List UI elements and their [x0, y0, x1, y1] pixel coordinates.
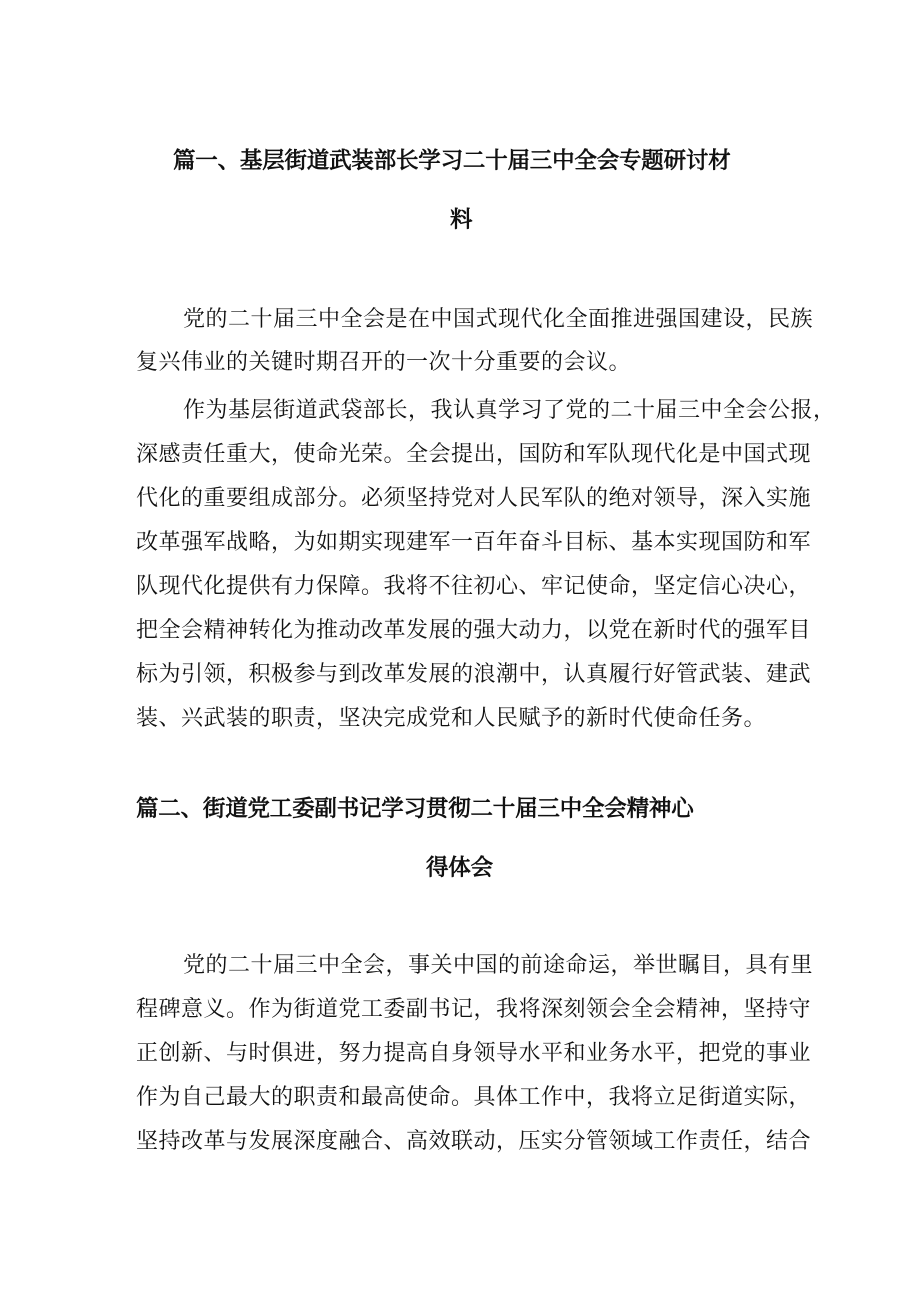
section1-paragraph2-line-5: 队现代化提供有力保障。我将不往初心、牢记使命，坚定信心决心， [136, 574, 812, 599]
section1-title-line-1: 篇一、基层街道武装部长学习二十届三中全会专题研讨材 [173, 148, 731, 174]
section1-paragraph2-line-4: 改革强军战略，为如期实现建军一百年奋斗目标、基本实现国防和军 [136, 530, 812, 555]
section2-paragraph1-line-5: 坚持改革与发展深度融合、高效联动，压实分管领域工作责任，结合 [136, 1129, 812, 1154]
section1-paragraph2-line-6: 把全会精神转化为推动改革发展的强大动力，以党在新时代的强军目 [136, 618, 812, 643]
section1-paragraph2-line-7: 标为引领，积极参与到改革发展的浪潮中，认真履行好管武装、建武 [136, 662, 812, 687]
section2-paragraph1-line-1: 党的二十届三中全会，事关中国的前途命运，举世瞩目，具有里 [183, 953, 814, 978]
section2-paragraph1-line-2: 程碑意义。作为街道党工委副书记，我将深刻领会全会精神，坚持守 [136, 997, 812, 1022]
section1-paragraph2-line-3: 代化的重要组成部分。必须坚持党对人民军队的绝对领导，深入实施 [136, 486, 812, 511]
section1-paragraph2-line-2: 深感责任重大，使命光荣。全会提出，国防和军队现代化是中国式现 [136, 442, 812, 467]
section1-paragraph1-line-2: 复兴伟业的关键时期召开的一次十分重要的会议。 [136, 350, 632, 375]
section1-paragraph2-line-1: 作为基层街道武袋部长，我认真学习了党的二十届三中全会公报， [183, 398, 836, 423]
section1-title-line-2: 料 [450, 207, 473, 233]
section1-paragraph2-line-8: 装、兴武装的职责，坚决完成党和人民赋予的新时代使命任务。 [136, 706, 767, 731]
section2-title-line-1: 篇二、街道党工委副书记学习贯彻二十届三中全会精神心 [136, 796, 694, 822]
section2-paragraph1-line-4: 作为自己最大的职责和最高使命。具体工作中，我将立足街道实际， [136, 1085, 812, 1110]
section2-paragraph1-line-3: 正创新、与时俱进，努力提高自身领导水平和业务水平，把党的事业 [136, 1041, 812, 1066]
section2-title-line-2: 得体会 [426, 855, 493, 881]
section1-paragraph1-line-1: 党的二十届三中全会是在中国式现代化全面推进强国建设，民族 [183, 307, 814, 332]
